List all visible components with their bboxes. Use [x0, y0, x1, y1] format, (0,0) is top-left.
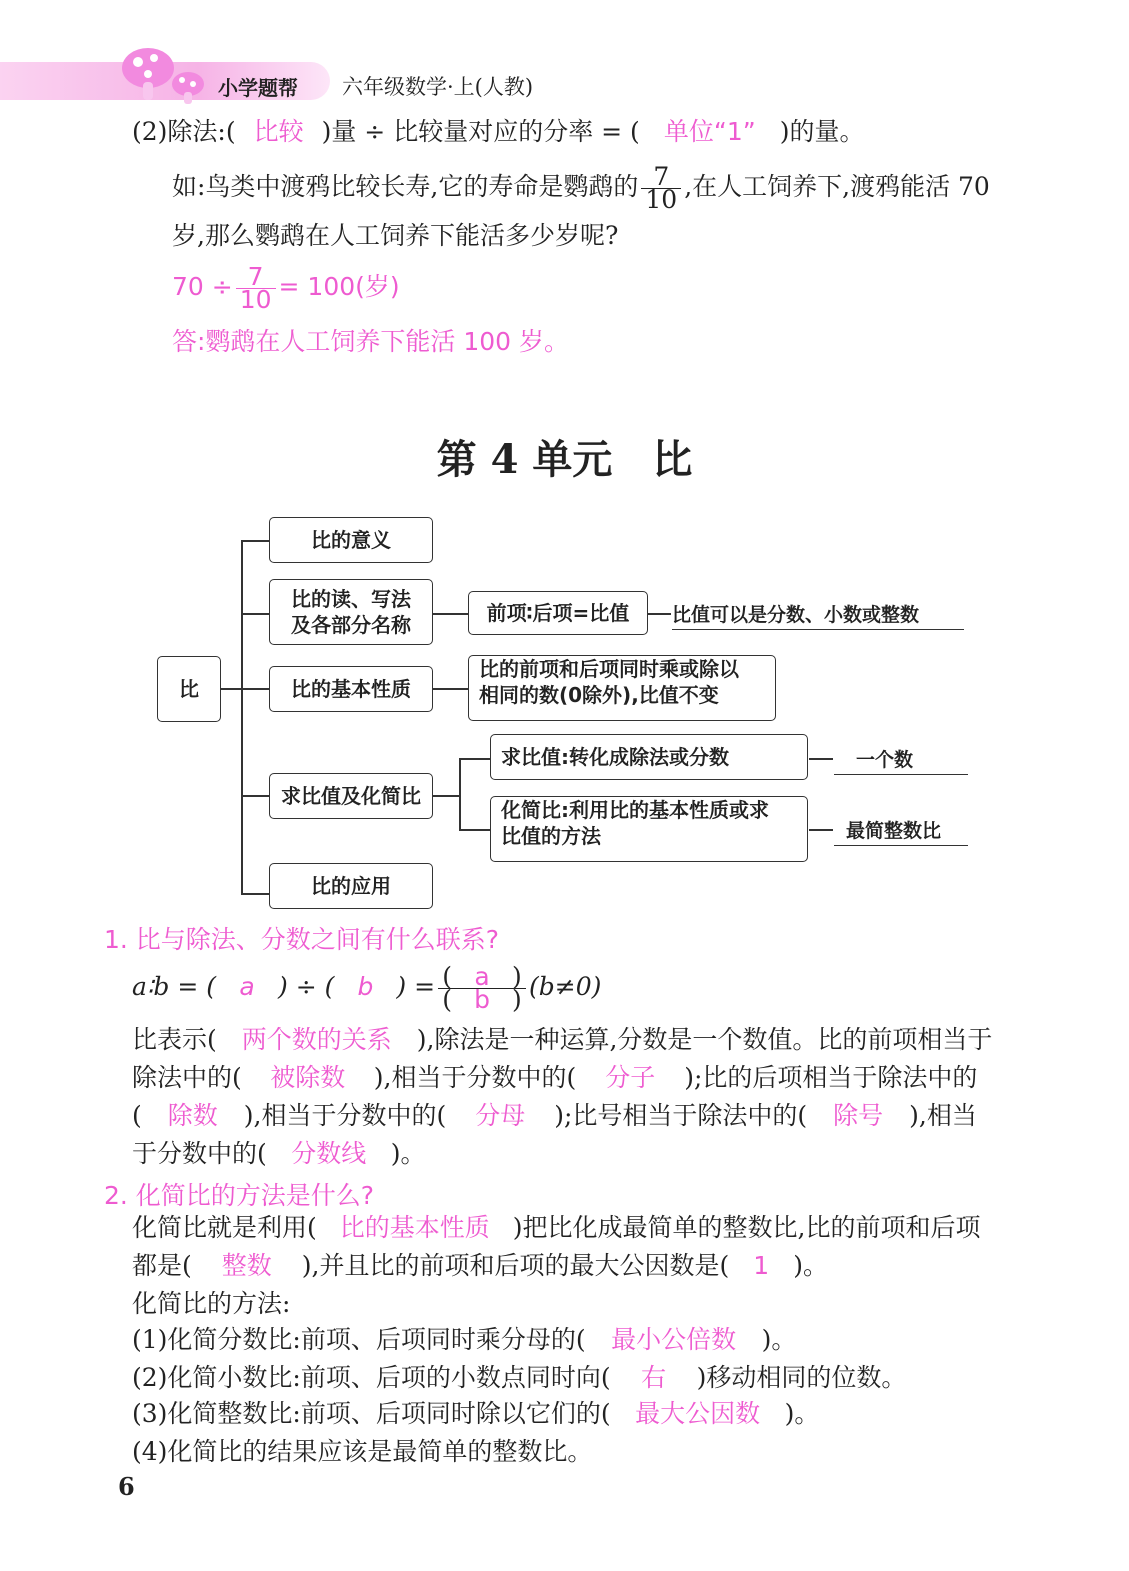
fraction: $\frac{7}{10}$ [641, 166, 681, 211]
question-2-title: 2. 化简比的方法是什么? [104, 1181, 375, 1210]
note-one-number: 一个数 [834, 745, 968, 775]
q2-line-1: 化简比就是利用( 比的基本性质 )把比化成最简单的整数比,比的前项和后项 [132, 1213, 981, 1242]
q1-para-line-2: 除法中的( 被除数 ),相当于分数中的( 分子 );比的后项相当于除法中的 [132, 1063, 978, 1092]
node-application: 比的应用 [269, 863, 433, 909]
question-1-title: 1. 比与除法、分数之间有什么联系? [104, 925, 500, 954]
q1-para-line-4: 于分数中的( 分数线 )。 [132, 1139, 426, 1168]
solution-answer: 答:鹦鹉在人工饲养下能活 100 岁。 [172, 327, 570, 356]
answer-blank: 比较 [253, 117, 304, 146]
node-property-desc: 比的前项和后项同时乘或除以 相同的数(0除外),比值不变 [468, 655, 776, 721]
unit-title: 第 4 单元 比 [436, 436, 693, 483]
node-find-simplify: 求比值及化简比 [269, 773, 433, 819]
mushroom-logo-icon [118, 40, 218, 110]
node-root: 比 [157, 656, 221, 722]
solution-formula: 70 ÷ $\frac{7}{10}$ = 100(岁) [172, 261, 400, 314]
example-line-2: 岁,那么鹦鹉在人工饲养下能活多少岁呢? [172, 221, 619, 250]
q2-method-3: (3)化简整数比:前项、后项同时除以它们的( 最大公因数 )。 [132, 1399, 820, 1428]
header-subtitle: 六年级数学·上(人教) [342, 75, 534, 99]
node-meaning: 比的意义 [269, 517, 433, 563]
node-simplify-ratio: 化简比:利用比的基本性质或求 比值的方法 [490, 796, 808, 862]
page-number: 6 [118, 1472, 135, 1501]
ratio-formula: a∶b = ( a ) ÷ ( b ) = $\frac{( a )}{( b )}$ (b≠0) [132, 962, 602, 1014]
q1-para-line-3: ( 除数 ),相当于分数中的( 分母 );比号相当于除法中的( 除号 ),相当 [132, 1101, 977, 1130]
note-ratio-value: 比值可以是分数、小数或整数 [672, 600, 964, 630]
node-find-ratio: 求比值:转化成除法或分数 [490, 734, 808, 780]
q2-method-4: (4)化简比的结果应该是最简单的整数比。 [132, 1437, 593, 1466]
answer-blank: 单位“1” [663, 117, 756, 146]
division-formula: (2)除法:( 比较 )量 ÷ 比较量对应的分率 = ( 单位“1” )的量。 [132, 117, 865, 146]
q1-para-line-1: 比表示( 两个数的关系 ),除法是一种运算,分数是一个数值。比的前项相当于 [132, 1025, 993, 1054]
node-ratio-parts: 前项∶后项=比值 [468, 591, 648, 635]
note-simplest-ratio: 最简整数比 [834, 816, 968, 846]
q2-method-2: (2)化简小数比:前项、后项的小数点同时向( 右 )移动相同的位数。 [132, 1363, 907, 1392]
q2-method-1: (1)化简分数比:前项、后项同时乘分母的( 最小公倍数 )。 [132, 1325, 797, 1354]
example-line-1: 如:鸟类中渡鸦比较长寿,它的寿命是鹦鹉的 $\frac{7}{10}$ ,在人工饲养下,渡鸦能活 70 [172, 162, 990, 214]
node-read-write: 比的读、写法 及各部分名称 [269, 579, 433, 645]
q2-line-2: 都是( 整数 ),并且比的前项和后项的最大公因数是( 1 )。 [132, 1251, 828, 1280]
q2-line-3: 化简比的方法: [132, 1289, 291, 1318]
header-brand: 小学题帮 [218, 76, 298, 100]
node-basic-property: 比的基本性质 [269, 666, 433, 712]
